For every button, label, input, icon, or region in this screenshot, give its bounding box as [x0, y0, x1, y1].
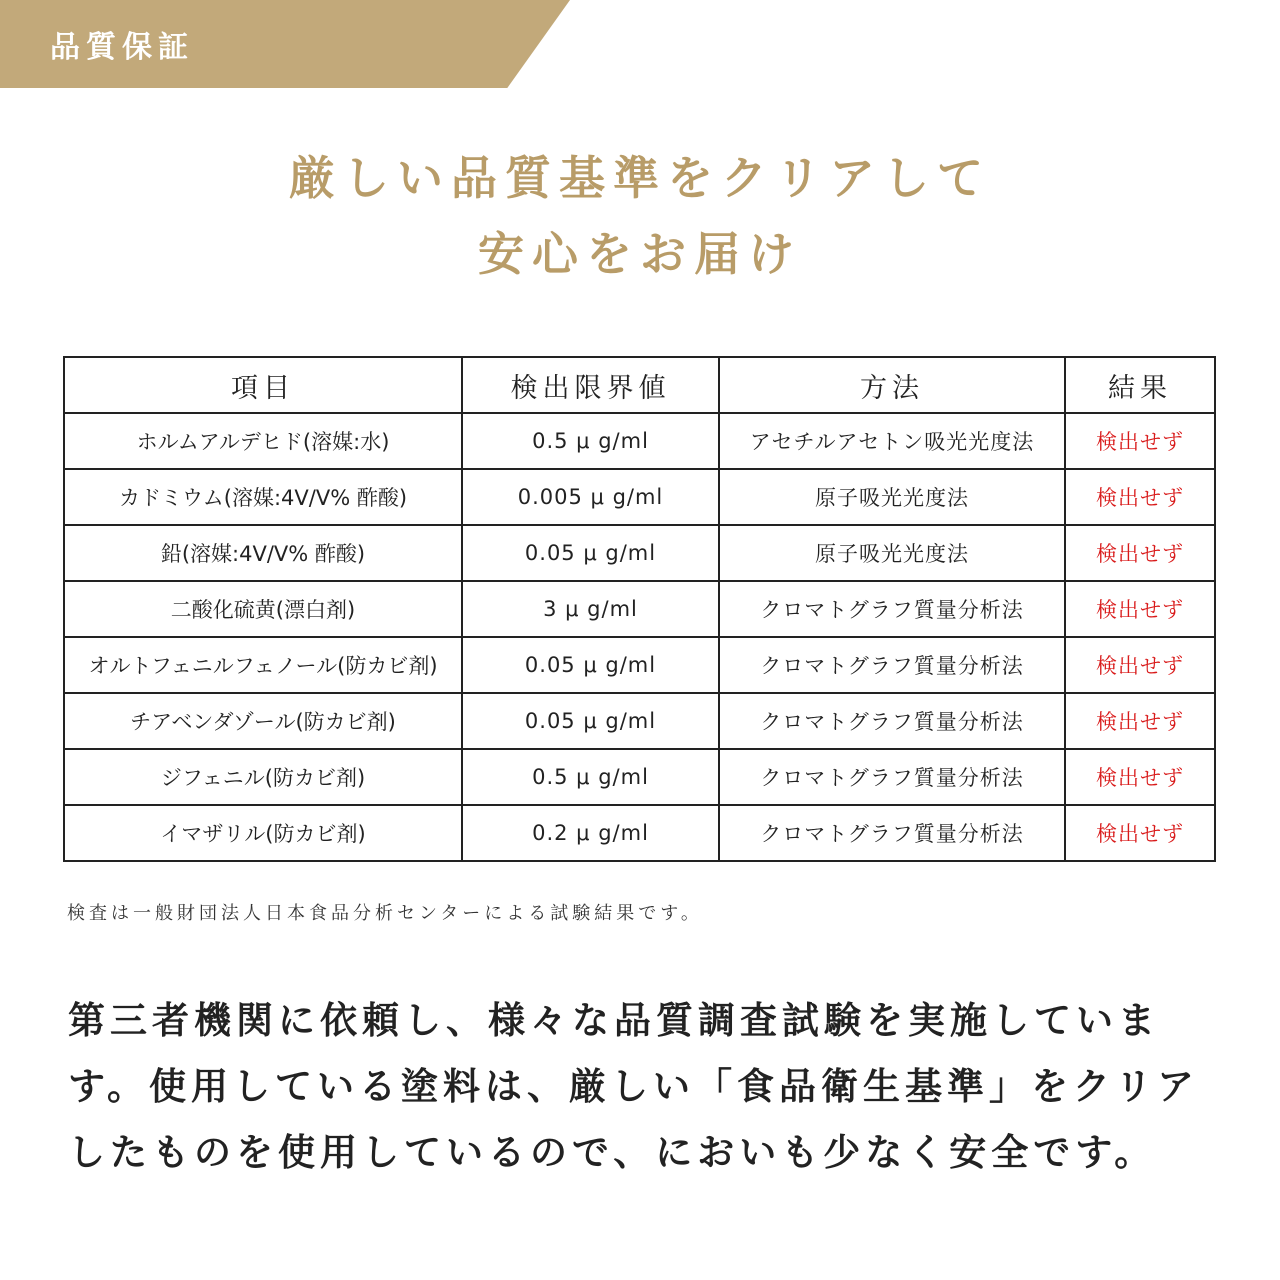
cell-result: 検出せず — [1065, 693, 1215, 749]
cell-method: 原子吸光光度法 — [719, 525, 1065, 581]
cell-limit: 0.05 μ g/ml — [462, 525, 719, 581]
cell-item: ホルムアルデヒド(溶媒:水) — [64, 413, 462, 469]
header-detection-limit: 検出限界値 — [462, 357, 719, 413]
footnote: 検査は一般財団法人日本食品分析センターによる試験結果です。 — [67, 903, 703, 924]
cell-method: クロマトグラフ質量分析法 — [719, 637, 1065, 693]
cell-item: オルトフェニルフェノール(防カビ剤) — [64, 637, 462, 693]
cell-result: 検出せず — [1065, 749, 1215, 805]
table-header-row — [64, 357, 1215, 413]
cell-method: クロマトグラフ質量分析法 — [719, 693, 1065, 749]
cell-method: アセチルアセトン吸光光度法 — [719, 413, 1065, 469]
table-row — [64, 469, 1215, 525]
cell-limit: 0.05 μ g/ml — [462, 693, 719, 749]
cell-result: 検出せず — [1065, 413, 1215, 469]
cell-item: チアベンダゾール(防カビ剤) — [64, 693, 462, 749]
cell-item: ジフェニル(防カビ剤) — [64, 749, 462, 805]
description-text: 第三者機関に依頼し、様々な品質調査試験を実施しています。使用している塗料は、厳しい「食品衛生基準」をクリアしたものを使用しているので、においも少なく安全です。 — [68, 999, 1200, 1174]
cell-result: 検出せず — [1065, 805, 1215, 861]
table-row — [64, 805, 1215, 861]
cell-result: 検出せず — [1065, 525, 1215, 581]
table-row — [64, 693, 1215, 749]
header-item: 項目 — [64, 357, 462, 413]
cell-result: 検出せず — [1065, 637, 1215, 693]
header-result: 結果 — [1065, 357, 1215, 413]
cell-item: 二酸化硫黄(漂白剤) — [64, 581, 462, 637]
table-row — [64, 749, 1215, 805]
cell-item: カドミウム(溶媒:4V/V% 酢酸) — [64, 469, 462, 525]
table-row — [64, 413, 1215, 469]
cell-result: 検出せず — [1065, 469, 1215, 525]
cell-limit: 0.05 μ g/ml — [462, 637, 719, 693]
cell-limit: 3 μ g/ml — [462, 581, 719, 637]
cell-method: クロマトグラフ質量分析法 — [719, 805, 1065, 861]
cell-limit: 0.5 μ g/ml — [462, 413, 719, 469]
headline-line-2: 安心をお届け — [478, 227, 802, 281]
cell-method: クロマトグラフ質量分析法 — [719, 581, 1065, 637]
section-banner-label: 品質保証 — [50, 30, 194, 65]
headline-line-1: 厳しい品質基準をクリアして — [289, 151, 991, 205]
header-method: 方法 — [719, 357, 1065, 413]
cell-limit: 0.5 μ g/ml — [462, 749, 719, 805]
cell-result: 検出せず — [1065, 581, 1215, 637]
cell-method: クロマトグラフ質量分析法 — [719, 749, 1065, 805]
cell-item: イマザリル(防カビ剤) — [64, 805, 462, 861]
cell-limit: 0.005 μ g/ml — [462, 469, 719, 525]
cell-item: 鉛(溶媒:4V/V% 酢酸) — [64, 525, 462, 581]
cell-method: 原子吸光光度法 — [719, 469, 1065, 525]
table-row — [64, 637, 1215, 693]
test-results-table — [63, 356, 1216, 862]
cell-limit: 0.2 μ g/ml — [462, 805, 719, 861]
table-row — [64, 525, 1215, 581]
table-row — [64, 581, 1215, 637]
